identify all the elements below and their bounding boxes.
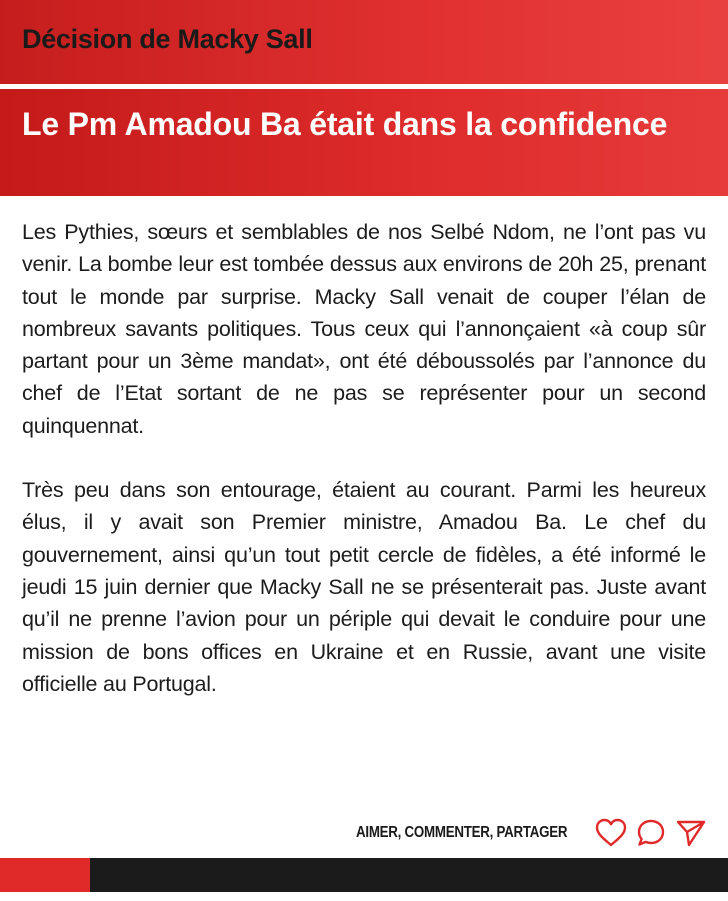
footer-accent-bar bbox=[0, 858, 90, 892]
footer-bar bbox=[90, 858, 728, 892]
article-paragraph-2: Très peu dans son entourage, étaient au courant. Parmi les heureux élus, il y avait son Premier ministre, Amadou Ba. Le chef du gouvernement, ainsi qu’un tout petit cercle de fidèles, a été informé le jeudi 15 juin dernier que Macky Sall ne se présenterait pas. Juste avant qu’il ne prenne l’avion pour un périple qui devait le conduire pour une mission de bons offices en Ukraine et en Russie, avant une visite officielle au Portugal. bbox=[22, 478, 706, 696]
heart-icon[interactable] bbox=[594, 816, 628, 850]
social-cta-text: AIMER, COMMENTER, PARTAGER bbox=[356, 824, 568, 841]
send-icon[interactable] bbox=[674, 816, 708, 850]
headline: Le Pm Amadou Ba était dans la confidence bbox=[22, 106, 668, 142]
comment-icon[interactable] bbox=[634, 816, 668, 850]
kicker-title: Décision de Macky Sall bbox=[22, 24, 313, 54]
article-body bbox=[22, 216, 706, 700]
social-cta-row bbox=[356, 816, 708, 850]
article-paragraph-1: Les Pythies, sœurs et semblables de nos Selbé Ndom, ne l’ont pas vu venir. La bombe leur est tombée dessus aux environs de 20h 25, prenant tout le monde par surprise. Macky Sall venait de couper l’élan de nombreux savants politiques. Tous ceux qui l’annonçaient «à coup sûr partant pour un 3ème mandat», ont été déboussolés par l’annonce du chef de l’Etat sortant de ne pas se représenter pour un second quinquennat. bbox=[22, 220, 706, 438]
